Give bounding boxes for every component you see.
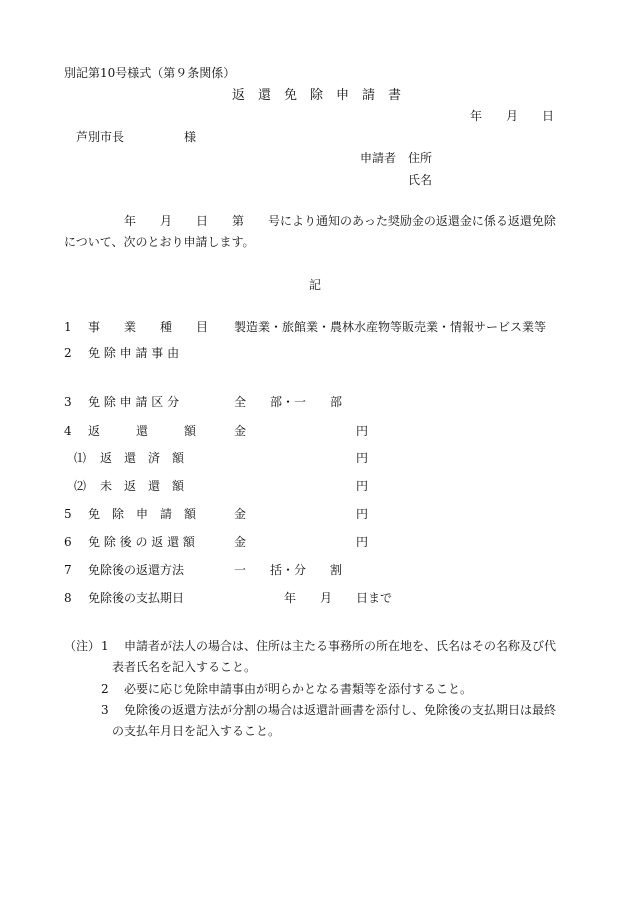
notes-prefix: （注）	[64, 639, 101, 653]
item-number: 5	[64, 507, 72, 521]
item-label: 免除後の支払期日	[88, 591, 185, 605]
item-number: 4	[64, 424, 72, 438]
body-text-line-2: について、次のとおり申請します。	[64, 235, 255, 249]
item-label: 返 還 額	[88, 424, 197, 438]
item-label: 免 除 申 請 事 由	[88, 346, 180, 360]
note-text-line-2: 表者氏名を記入すること。	[112, 660, 257, 674]
item-label: 免 除 申 請 区 分	[88, 395, 180, 409]
note-number: 3	[101, 703, 109, 717]
applicant-name-label: 氏名	[408, 173, 433, 187]
item-unit: 円	[356, 451, 369, 465]
note-number: 1	[101, 639, 109, 653]
item-row	[0, 592, 630, 606]
item-label: 免 除 後 の 返 還 額	[88, 535, 195, 549]
item-value: 金	[234, 535, 247, 549]
item-row	[0, 564, 630, 578]
item-row	[0, 452, 630, 466]
item-number: 1	[64, 320, 72, 334]
item-row	[0, 536, 630, 550]
item-label: 免除後の返還方法	[88, 563, 185, 577]
item-number: 6	[64, 535, 72, 549]
item-unit: 円	[356, 479, 369, 493]
item-label: 事 業 種 目	[88, 320, 209, 334]
body-text-line-1: 年 月 日 第 号により通知のあった奨励金の返還金に係る返還免除	[124, 214, 556, 228]
item-row	[0, 396, 630, 410]
item-row	[0, 425, 630, 439]
note-number: 2	[101, 682, 109, 696]
item-number: ⑴	[74, 451, 87, 465]
item-value: 年 月 日まで	[284, 591, 393, 605]
form-identifier: 別記第10号様式（第９条関係）	[64, 66, 236, 80]
item-row	[0, 321, 630, 335]
item-number: 3	[64, 395, 72, 409]
item-unit: 円	[356, 424, 369, 438]
applicant-address-label: 住所	[408, 151, 433, 165]
addressee: 芦別市長 様	[76, 130, 197, 144]
item-value: 金	[234, 507, 247, 521]
item-value: 金	[234, 424, 247, 438]
item-number: 2	[64, 346, 72, 360]
note-text-line-2: の支払年月日を記入すること。	[112, 724, 281, 738]
item-row	[0, 347, 630, 361]
item-number: ⑵	[74, 479, 87, 493]
note-text-line-1: 申請者が法人の場合は、住所は主たる事務所の所在地を、氏名はその名称及び代	[124, 639, 557, 653]
item-value: 全 部・一 部	[234, 395, 343, 409]
item-number: 8	[64, 591, 72, 605]
applicant-label: 申請者	[360, 151, 397, 165]
item-label: 返 還 済 額	[100, 451, 185, 465]
note-text-line-1: 免除後の返還方法が分割の場合は返還計画書を添付し、免除後の支払期日は最終	[124, 703, 557, 717]
item-label: 未 返 還 額	[100, 479, 185, 493]
item-row	[0, 508, 630, 522]
item-unit: 円	[356, 535, 369, 549]
document-title: 返 還 免 除 申 請 書	[232, 88, 402, 103]
ki-heading: 記	[309, 278, 322, 292]
note-text-line-1: 必要に応じ免除申請事由が明らかとなる書類等を添付すること。	[124, 682, 473, 696]
item-value: 製造業・旅館業・農林水産物等販売業・情報サービス業等	[234, 320, 547, 334]
item-value: 一 括・分 割	[234, 563, 343, 577]
item-number: 7	[64, 563, 72, 577]
item-unit: 円	[356, 507, 369, 521]
item-label: 免 除 申 請 額	[88, 507, 197, 521]
item-row	[0, 480, 630, 494]
application-date: 年 月 日	[470, 109, 555, 123]
